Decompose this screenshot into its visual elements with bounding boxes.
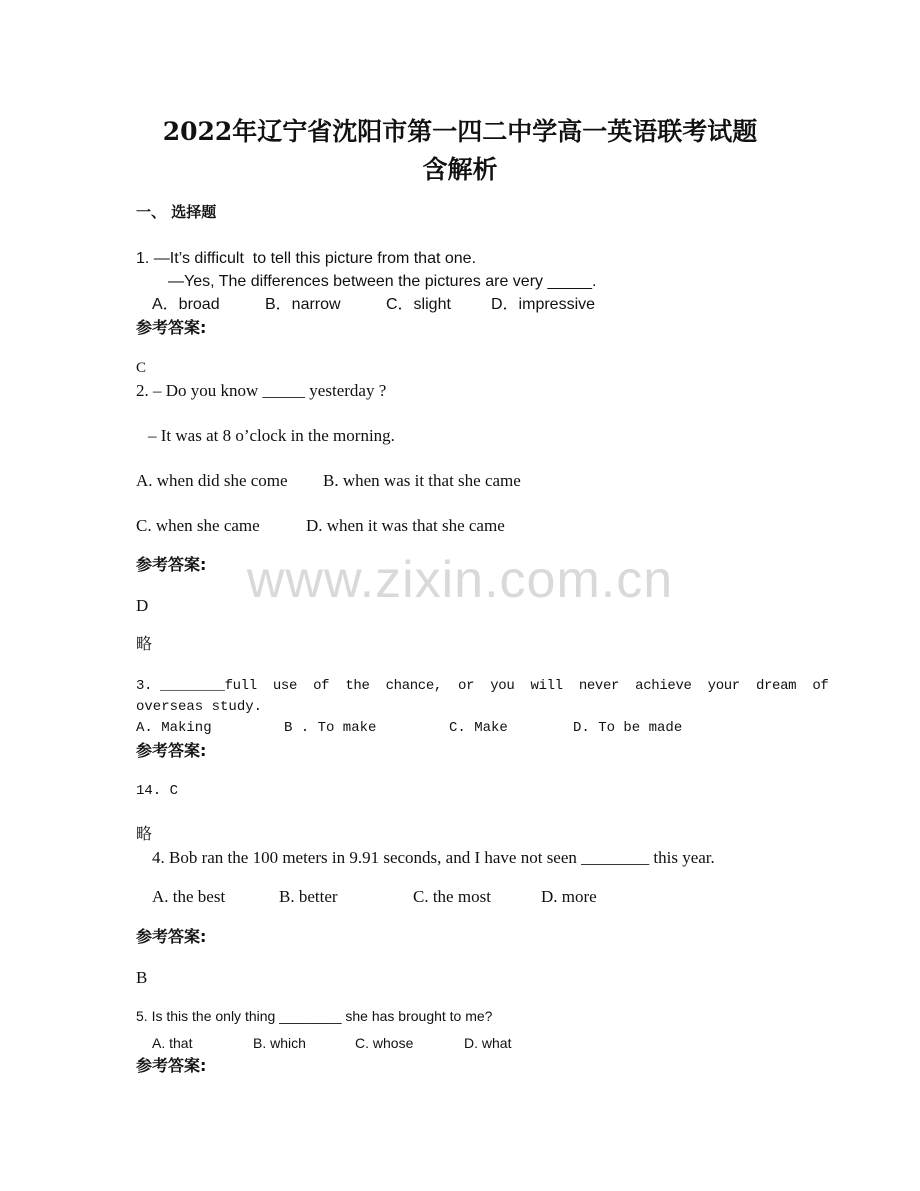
question-1-reply: —Yes, The differences between the pictures are very _____.: [168, 273, 597, 290]
question-2-reply: – It was at 8 o’clock in the morning.: [148, 426, 395, 445]
question-1-option-d: D．impressive: [491, 296, 596, 313]
question-3-prompt: 3. ________full use of the chance, or you will never achieve your dream of: [136, 678, 829, 694]
question-3-note: 略: [136, 826, 153, 843]
question-1-option-a: A．broad: [152, 296, 220, 313]
question-3-option-c: C. Make: [449, 720, 508, 736]
question-4-answer: B: [136, 968, 148, 987]
section-heading: 一、 选择题: [136, 203, 217, 221]
question-1-option-b: B．narrow: [265, 296, 341, 313]
question-2-option-d: D. when it was that she came: [306, 516, 505, 535]
answer-label: 参考答案:: [136, 555, 207, 574]
question-4-prompt: 4. Bob ran the 100 meters in 9.91 seconds, and I have not seen ________ this year.: [152, 848, 715, 867]
answer-label: 参考答案:: [136, 927, 207, 946]
question-5-option-b: B. which: [253, 1035, 306, 1051]
watermark: www.zixin.com.cn: [246, 551, 674, 609]
question-3-prompt-continued: overseas study.: [136, 699, 263, 715]
question-1-answer: C: [136, 360, 147, 376]
question-3-option-b: B . To make: [284, 720, 377, 736]
question-2-prompt: 2. – Do you know _____ yesterday ?: [136, 381, 387, 400]
question-5-option-c: C. whose: [355, 1035, 414, 1051]
question-2-option-c: C. when she came: [136, 516, 260, 535]
question-4-option-d: D. more: [541, 887, 597, 906]
question-4-option-a: A. the best: [152, 887, 226, 906]
question-1-option-c: C．slight: [386, 296, 451, 313]
answer-label: 参考答案:: [136, 318, 207, 337]
answer-label: 参考答案:: [136, 1056, 207, 1075]
question-2-note: 略: [136, 636, 153, 653]
question-5-prompt: 5. Is this the only thing ________ she has brought to me?: [136, 1008, 493, 1024]
page-title-line-2: 含解析: [422, 155, 498, 184]
answer-label: 参考答案:: [136, 741, 207, 760]
question-5-option-a: A. that: [152, 1035, 193, 1051]
question-3-answer: 14. C: [136, 783, 179, 799]
question-2-answer: D: [136, 596, 149, 615]
question-3-option-a: A. Making: [136, 720, 212, 736]
question-2-option-a: A. when did she come: [136, 471, 288, 490]
question-1-prompt: 1. —It’s difficult to tell this picture from that one.: [136, 250, 477, 267]
question-5-option-d: D. what: [464, 1035, 512, 1051]
question-2-option-b: B. when was it that she came: [323, 471, 521, 490]
question-4-option-c: C. the most: [413, 887, 491, 906]
question-4-option-b: B. better: [279, 887, 338, 906]
question-3-option-d: D. To be made: [573, 720, 683, 736]
page-title-line-1: 2022年辽宁省沈阳市第一四二中学高一英语联考试题: [162, 117, 758, 146]
